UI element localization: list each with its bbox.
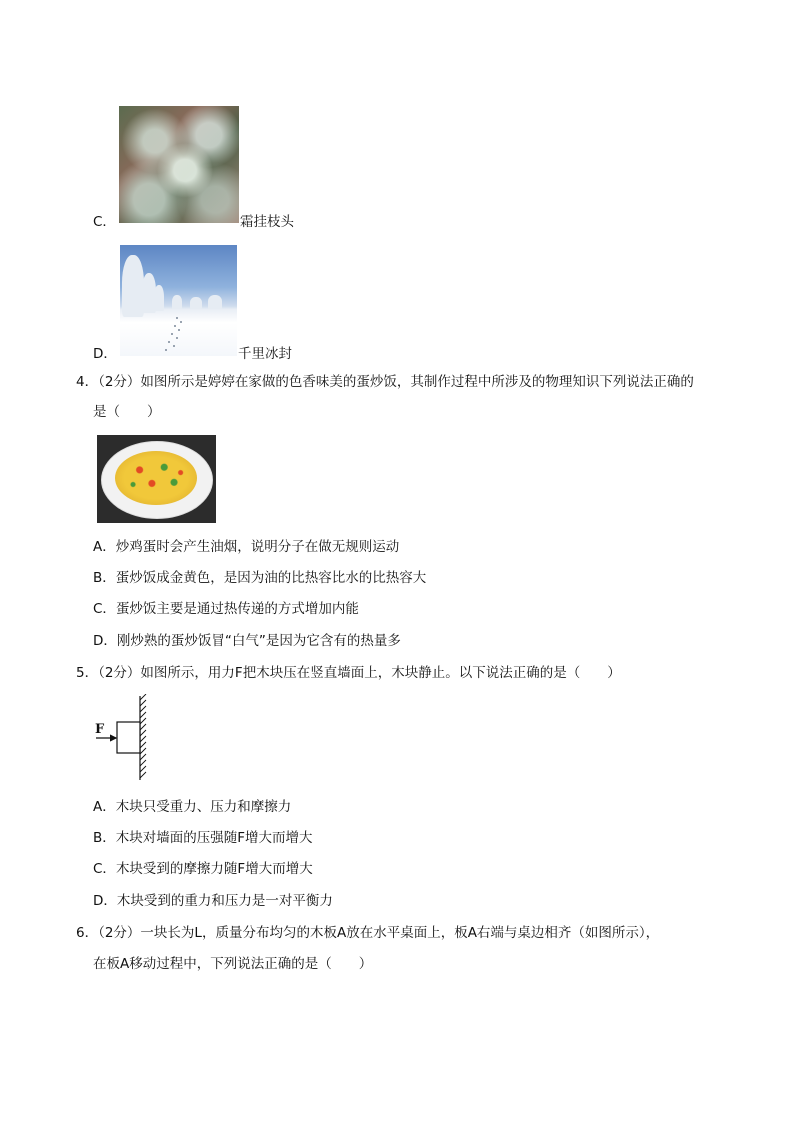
- q3-option-c: [93, 213, 116, 231]
- fried-rice-image: [97, 435, 216, 523]
- wall-hatching: [140, 694, 146, 778]
- q5-option-c: C．木块受到的摩擦力随F增大而增大: [93, 861, 313, 877]
- q3-option-c-text: 霜挂枝头: [240, 214, 294, 230]
- q5-option-b: B．木块对墙面的压强随F增大而增大: [93, 830, 313, 846]
- question-number: 4．: [76, 374, 99, 390]
- force-diagram: [92, 694, 162, 784]
- q3-option-d-text: 千里冰封: [238, 346, 292, 362]
- q6-stem-line1: [76, 924, 659, 942]
- q6-stem-line2: 在板A移动过程中，下列说法正确的是（ ）: [93, 956, 373, 972]
- question-number: 5．: [76, 665, 99, 681]
- q3-option-d: [93, 345, 117, 363]
- question-stem: （2分）如图所示，用力F把木块压在竖直墙面上，木块静止。以下说法正确的是（ ）: [98, 665, 621, 681]
- q4-option-a: A．炒鸡蛋时会产生油烟，说明分子在做无规则运动: [93, 539, 400, 555]
- q5-option-a: A．木块只受重力、压力和摩擦力: [93, 799, 292, 815]
- frost-on-branch-image: [119, 106, 239, 223]
- q4-option-d: D．刚炒熟的蛋炒饭冒“白气”是因为它含有的热量多: [93, 633, 401, 649]
- frozen-landscape-image: [120, 245, 237, 356]
- q4-stem-line1: [76, 373, 694, 391]
- q5-option-d: D．木块受到的重力和压力是一对平衡力: [93, 893, 333, 909]
- snow-tree: [122, 255, 144, 317]
- wooden-block: [117, 722, 140, 753]
- option-letter: C．: [93, 214, 116, 230]
- q4-option-c: C．蛋炒饭主要是通过热传递的方式增加内能: [93, 601, 359, 617]
- q5-stem: [76, 664, 621, 682]
- q4-option-b: B．蛋炒饭成金黄色，是因为油的比热容比水的比热容大: [93, 570, 427, 586]
- option-letter: D．: [93, 346, 117, 362]
- snow-tree: [172, 295, 182, 309]
- force-label: F: [95, 722, 105, 737]
- question-stem: （2分）如图所示是婷婷在家做的色香味美的蛋炒饭，其制作过程中所涉及的物理知识下列说法正确的: [98, 374, 694, 390]
- force-diagram-svg: [92, 694, 162, 784]
- q4-stem-line2: 是（ ）: [93, 404, 161, 420]
- question-stem: （2分）一块长为L，质量分布均匀的木板A放在水平桌面上，板A右端与桌边相齐（如图所示），: [98, 925, 660, 941]
- question-number: 6．: [76, 925, 99, 941]
- snow-tree: [154, 285, 164, 311]
- rice: [115, 451, 197, 505]
- snow-tree: [208, 295, 222, 309]
- snow-tree: [190, 297, 202, 309]
